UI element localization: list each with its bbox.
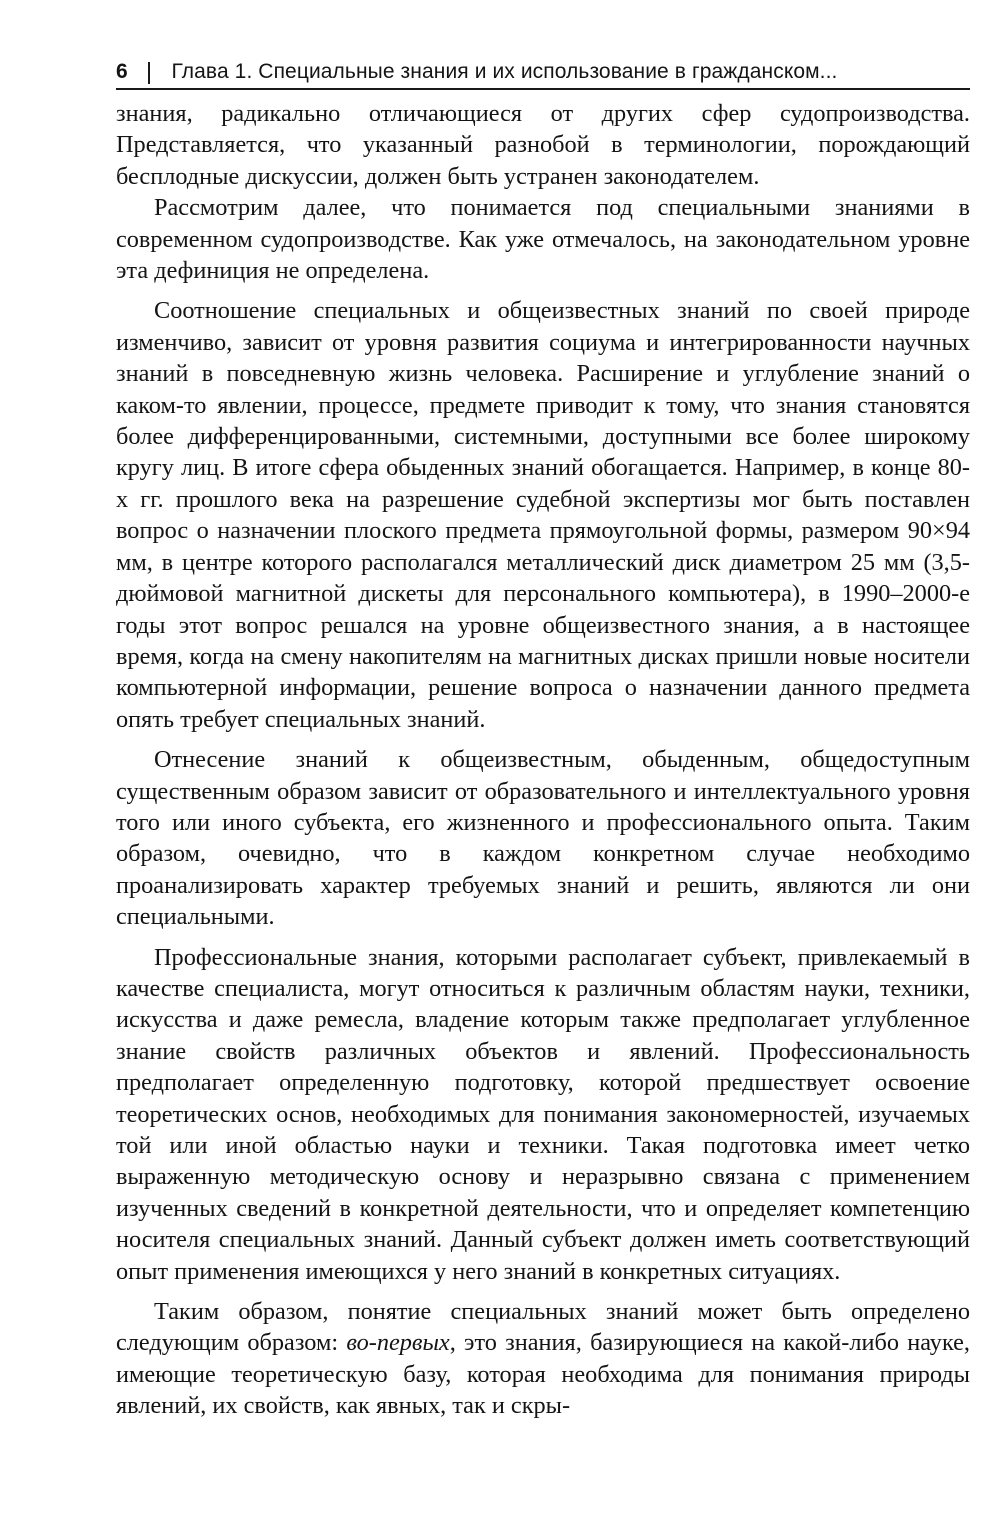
paragraph-text-after: , это знания, базирующиеся на какой-либо науке, имеющие теоретическую базу, которая необходима для понимания природы явлений, их свойств, как явных, так и скры- [116,1329,971,1420]
paragraph: Профессиональные знания, которыми располагает субъект, привлекаемый в качестве специалиста, могут относиться к различным областям науки, техники, искусства и даже ремесла, владение которым также предполагает углубленное знание свойств различных объектов и явлений. Профессиональность предполагает определенную подготовку, которой предшествует освоение теоретических основ, необходимых для понимания закономерностей, изучаемых той или иной областью науки и техники. Такая подготовка имеет четко выраженную методическую основу и неразрывно связана с применением изученных сведений в конкретной деятельности, что и определяет компетенцию носителя специальных знаний. Данный субъект должен иметь соответствующий опыт применения имеющихся у него знаний в конкретных ситуациях. [116,943,970,1285]
paragraph-continuation: знания, радикально отличающиеся от других сфер судопроизводства. Представляется, что указанный разнобой в терминологии, порождающий бесплодные дискуссии, должен быть устранен законодателем. [116,100,970,190]
paragraph: Соотношение специальных и общеизвестных знаний по своей природе изменчиво, зависит от уровня развития социума и интегрированности научных знаний в повседневную жизнь человека. Расширение и углубление знаний о каком-то явлении, процессе, предмете приводит к тому, что знания становятся более дифференцированными, системными, доступными все более широкому кругу лиц. В итоге сфера обыденных знаний обогащается. Например, в конце 80-х гг. прошлого века на разрешение судебной экспертизы мог быть поставлен вопрос о назначении плоского предмета прямоугольной формы, размером 90×94 мм, в центре которого располагался металлический диск диаметром 25 мм (3,5-дюймовой магнитной дискеты для персонального компьютера), в 1990–2000-е годы этот вопрос решался на уровне общеизвестного знания, а в настоящее время, когда на смену накопителям на магнитных дисках пришли новые носители компьютерной информации, решение вопроса о назначении данного предмета опять требует специальных знаний. [116,297,970,733]
emphasis-text: во-первых [346,1329,450,1357]
chapter-title: Глава 1. Специальные знания и их использование в гражданском... [171,60,838,83]
book-page [116,58,970,1422]
paragraph-text-before: Таким образом, понятие специальных знаний может быть определено следующим образом: [116,1298,970,1357]
paragraph: Рассмотрим далее, что понимается под специальными знаниями в современном судопроизводстве. Как уже отмечалось, на законодательном уровне эта дефиниция не определена. [116,194,970,285]
body-text [116,98,970,1422]
paragraph-with-emphasis [116,1296,970,1422]
page-number: 6 [116,60,128,83]
header-separator [148,62,150,84]
running-header [116,58,970,90]
paragraph: Отнесение знаний к общеизвестным, обыденным, общедоступным существенным образом зависит от образовательного и интеллектуального уровня того или иного субъекта, его жизненного и профессионального опыта. Таким образом, очевидно, что в каждом конкретном случае необходимо проанализировать характер требуемых знаний и решить, являются ли они специальными. [116,746,970,931]
